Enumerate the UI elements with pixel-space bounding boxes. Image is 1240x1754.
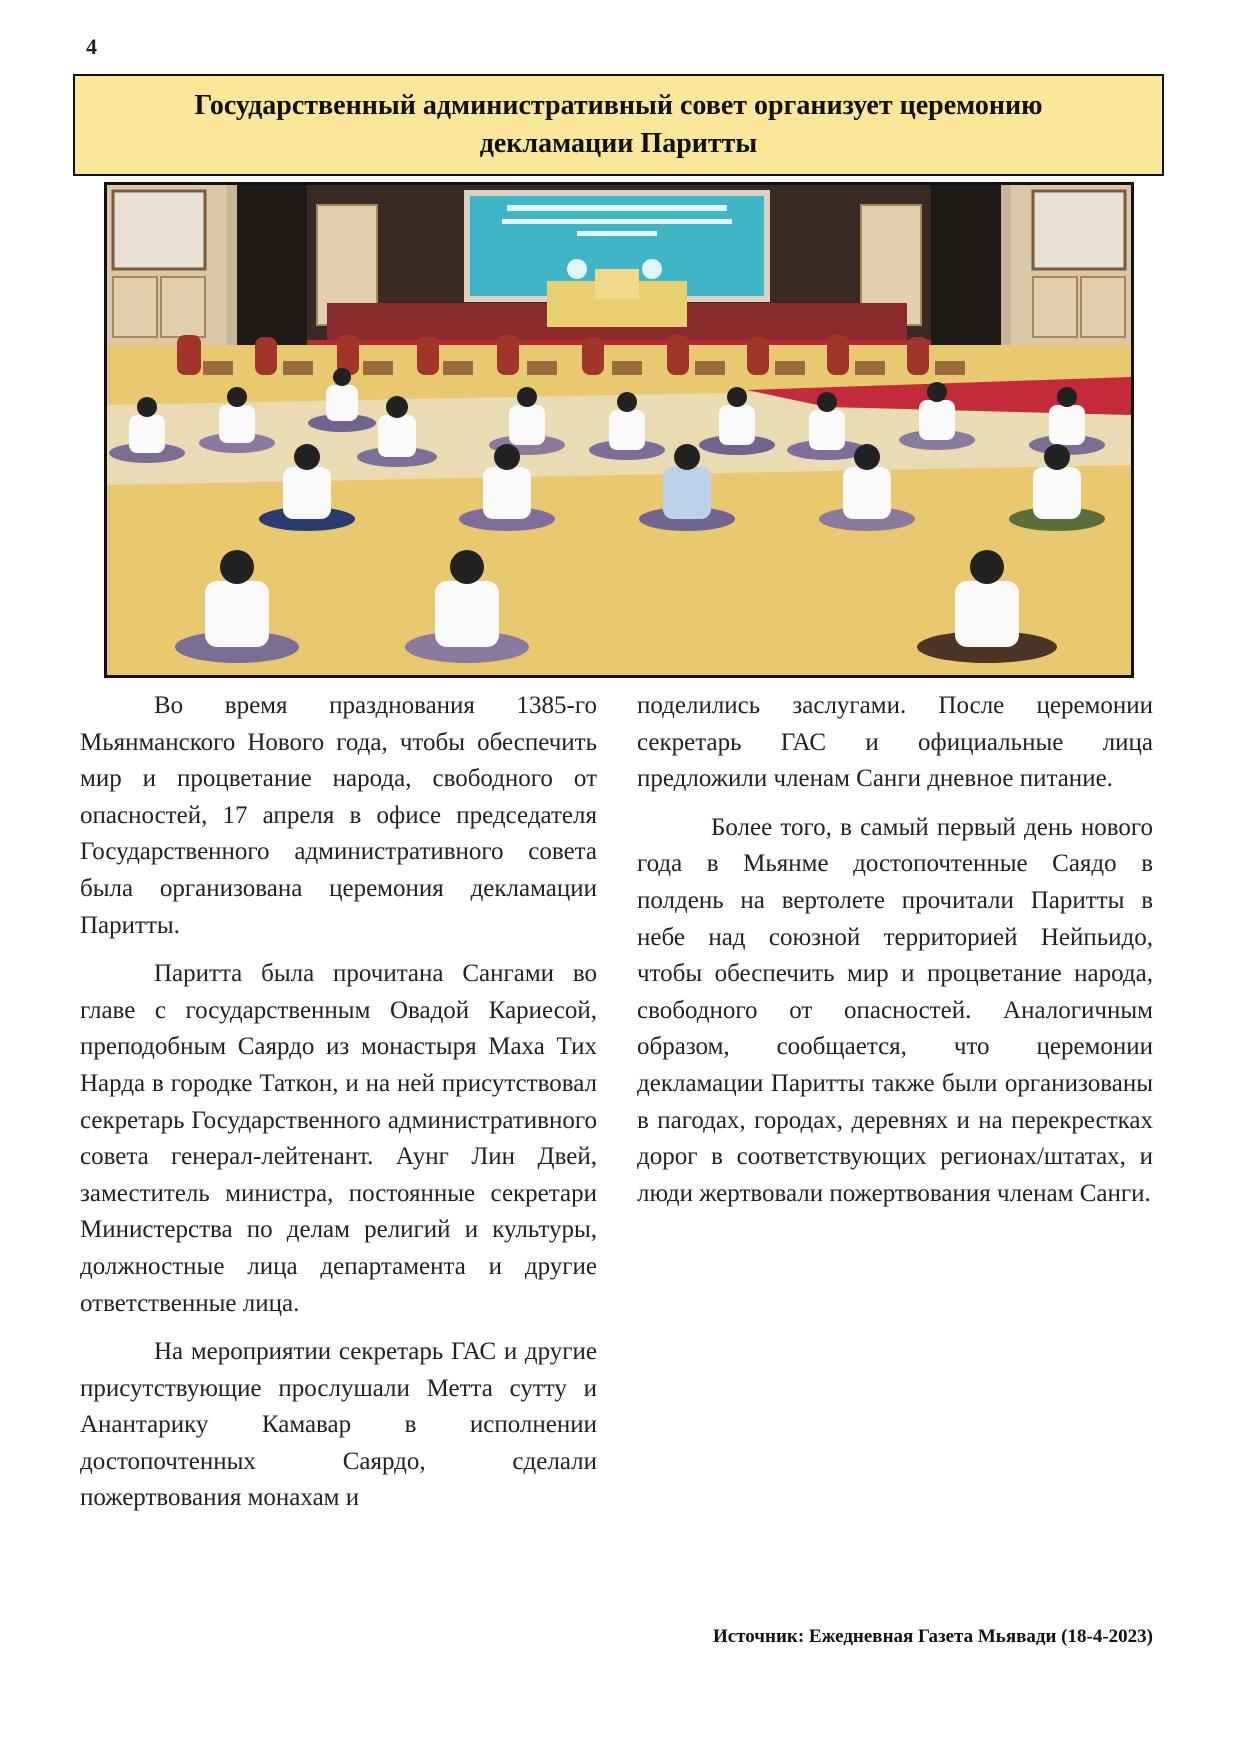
ceremony-photo bbox=[104, 182, 1134, 678]
page-number: 4 bbox=[86, 34, 97, 59]
left-column bbox=[80, 688, 597, 1529]
source-credit: Источник: Ежедневная Газета Мьявади (18-4-2023) bbox=[713, 1626, 1153, 1647]
title-line-1: Государственный административный совет организует церемонию bbox=[194, 90, 1043, 121]
paragraph: На мероприятии секретарь ГАС и другие присутствующие прослушали Метта сутту и Анантарику Камавар в исполнении достопочтенных Саярдо, сделали пожертвования монахам и bbox=[80, 1338, 597, 1512]
title-line-2: декламации Паритты bbox=[479, 128, 758, 159]
paragraph: Паритта была прочитана Сангами во главе с государственным Овадой Кариесой, преподобным Саярдо из монастыря Маха Тих Нарда в городке Таткон, и на ней присутствовал секретарь Государственного административного совета генерал-лейтенант. Аунг Лин Двей, заместитель министра, постоянные секретари Министерства по делам религий и культуры, должностные лица департамента и другие ответственные лица. bbox=[80, 960, 597, 1317]
ceremony-illustration bbox=[107, 185, 1131, 675]
article-title bbox=[194, 87, 1042, 163]
paragraph: Более того, в самый первый день нового года в Мьянме достопочтенные Саядо в полдень на вертолете прочитали Паритты в небе над союзной территорией Нейпьидо, чтобы обеспечить мир и процветание народа, свободного от опасностей. Аналогичным образом, сообщается, что церемонии декламации Паритты также были организованы в пагодах, городах, деревнях и на перекрестках дорог в соответствующих регионах/штатах, и люди жертвовали пожертвования членам Санги. bbox=[637, 813, 1153, 1207]
title-box bbox=[73, 74, 1164, 176]
paragraph-continued: поделились заслугами. После церемонии секретарь ГАС и официальные лица предложили членам Санги дневное питание. bbox=[637, 692, 1153, 793]
paragraph: Во время празднования 1385-го Мьянманского Нового года, чтобы обеспечить мир и процветание народа, свободного от опасностей, 17 апреля в офисе председателя Государственного административного совета была организована церемония декламации Паритты. bbox=[80, 692, 597, 939]
right-column bbox=[637, 688, 1153, 1224]
